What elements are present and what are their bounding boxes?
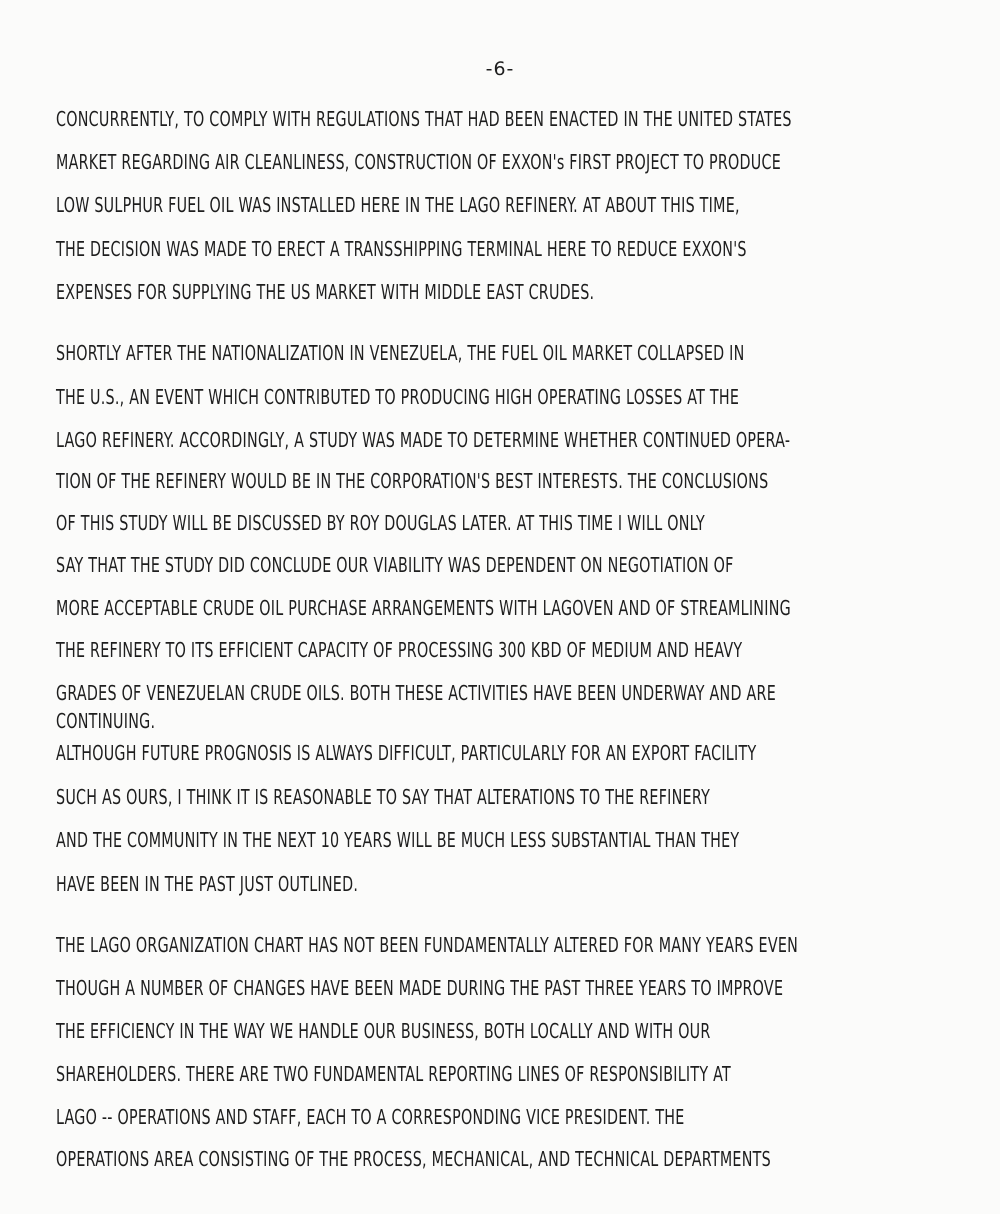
text-line: GRADES OF VENEZUELAN CRUDE OILS. BOTH THESE ACTIVITIES HAVE BEEN UNDERWAY AND ARE xyxy=(56,681,776,707)
text-line: SUCH AS OURS, I THINK IT IS REASONABLE TO SAY THAT ALTERATIONS TO THE REFINERY xyxy=(56,785,711,811)
text-line: SAY THAT THE STUDY DID CONCLUDE OUR VIABILITY WAS DEPENDENT ON NEGOTIATION OF xyxy=(56,553,734,579)
text-line: MARKET REGARDING AIR CLEANLINESS, CONSTRUCTION OF EXXON's FIRST PROJECT TO PRODUCE xyxy=(56,150,781,176)
text-line: THE LAGO ORGANIZATION CHART HAS NOT BEEN FUNDAMENTALLY ALTERED FOR MANY YEARS EVEN xyxy=(56,933,799,959)
text-line: ALTHOUGH FUTURE PROGNOSIS IS ALWAYS DIFFICULT, PARTICULARLY FOR AN EXPORT FACILITY xyxy=(56,741,757,767)
text-line: OF THIS STUDY WILL BE DISCUSSED BY ROY DOUGLAS LATER. AT THIS TIME I WILL ONLY xyxy=(56,511,705,537)
text-line: THE EFFICIENCY IN THE WAY WE HANDLE OUR BUSINESS, BOTH LOCALLY AND WITH OUR xyxy=(56,1019,711,1045)
text-line: SHORTLY AFTER THE NATIONALIZATION IN VENEZUELA, THE FUEL OIL MARKET COLLAPSED IN xyxy=(56,341,745,367)
text-line: CONCURRENTLY, TO COMPLY WITH REGULATIONS THAT HAD BEEN ENACTED IN THE UNITED STATES xyxy=(56,107,792,133)
text-line: CONTINUING. xyxy=(56,709,156,735)
text-line: SHAREHOLDERS. THERE ARE TWO FUNDAMENTAL REPORTING LINES OF RESPONSIBILITY AT xyxy=(56,1062,732,1088)
text-line: OPERATIONS AREA CONSISTING OF THE PROCESS, MECHANICAL, AND TECHNICAL DEPARTMENTS xyxy=(56,1147,771,1173)
text-line: LAGO -- OPERATIONS AND STAFF, EACH TO A CORRESPONDING VICE PRESIDENT. THE xyxy=(56,1105,685,1131)
text-line: AND THE COMMUNITY IN THE NEXT 10 YEARS WILL BE MUCH LESS SUBSTANTIAL THAN THEY xyxy=(56,828,740,854)
text-line: LOW SULPHUR FUEL OIL WAS INSTALLED HERE IN THE LAGO REFINERY. AT ABOUT THIS TIME, xyxy=(56,193,740,219)
text-line: LAGO REFINERY. ACCORDINGLY, A STUDY WAS MADE TO DETERMINE WHETHER CONTINUED OPERA- xyxy=(56,428,791,454)
text-line: EXPENSES FOR SUPPLYING THE US MARKET WITH MIDDLE EAST CRUDES. xyxy=(56,280,595,306)
text-line: MORE ACCEPTABLE CRUDE OIL PURCHASE ARRANGEMENTS WITH LAGOVEN AND OF STREAMLINING xyxy=(56,596,791,622)
text-line: THE U.S., AN EVENT WHICH CONTRIBUTED TO PRODUCING HIGH OPERATING LOSSES AT THE xyxy=(56,385,740,411)
text-line: THOUGH A NUMBER OF CHANGES HAVE BEEN MADE DURING THE PAST THREE YEARS TO IMPROVE xyxy=(56,976,784,1002)
page-number: -6- xyxy=(485,58,515,80)
text-line: THE REFINERY TO ITS EFFICIENT CAPACITY OF PROCESSING 300 KBD OF MEDIUM AND HEAVY xyxy=(56,638,743,664)
text-line: HAVE BEEN IN THE PAST JUST OUTLINED. xyxy=(56,872,359,898)
text-line: THE DECISION WAS MADE TO ERECT A TRANSSHIPPING TERMINAL HERE TO REDUCE EXXON'S xyxy=(56,237,747,263)
text-line: TION OF THE REFINERY WOULD BE IN THE CORPORATION'S BEST INTERESTS. THE CONCLUSIONS xyxy=(56,469,769,495)
